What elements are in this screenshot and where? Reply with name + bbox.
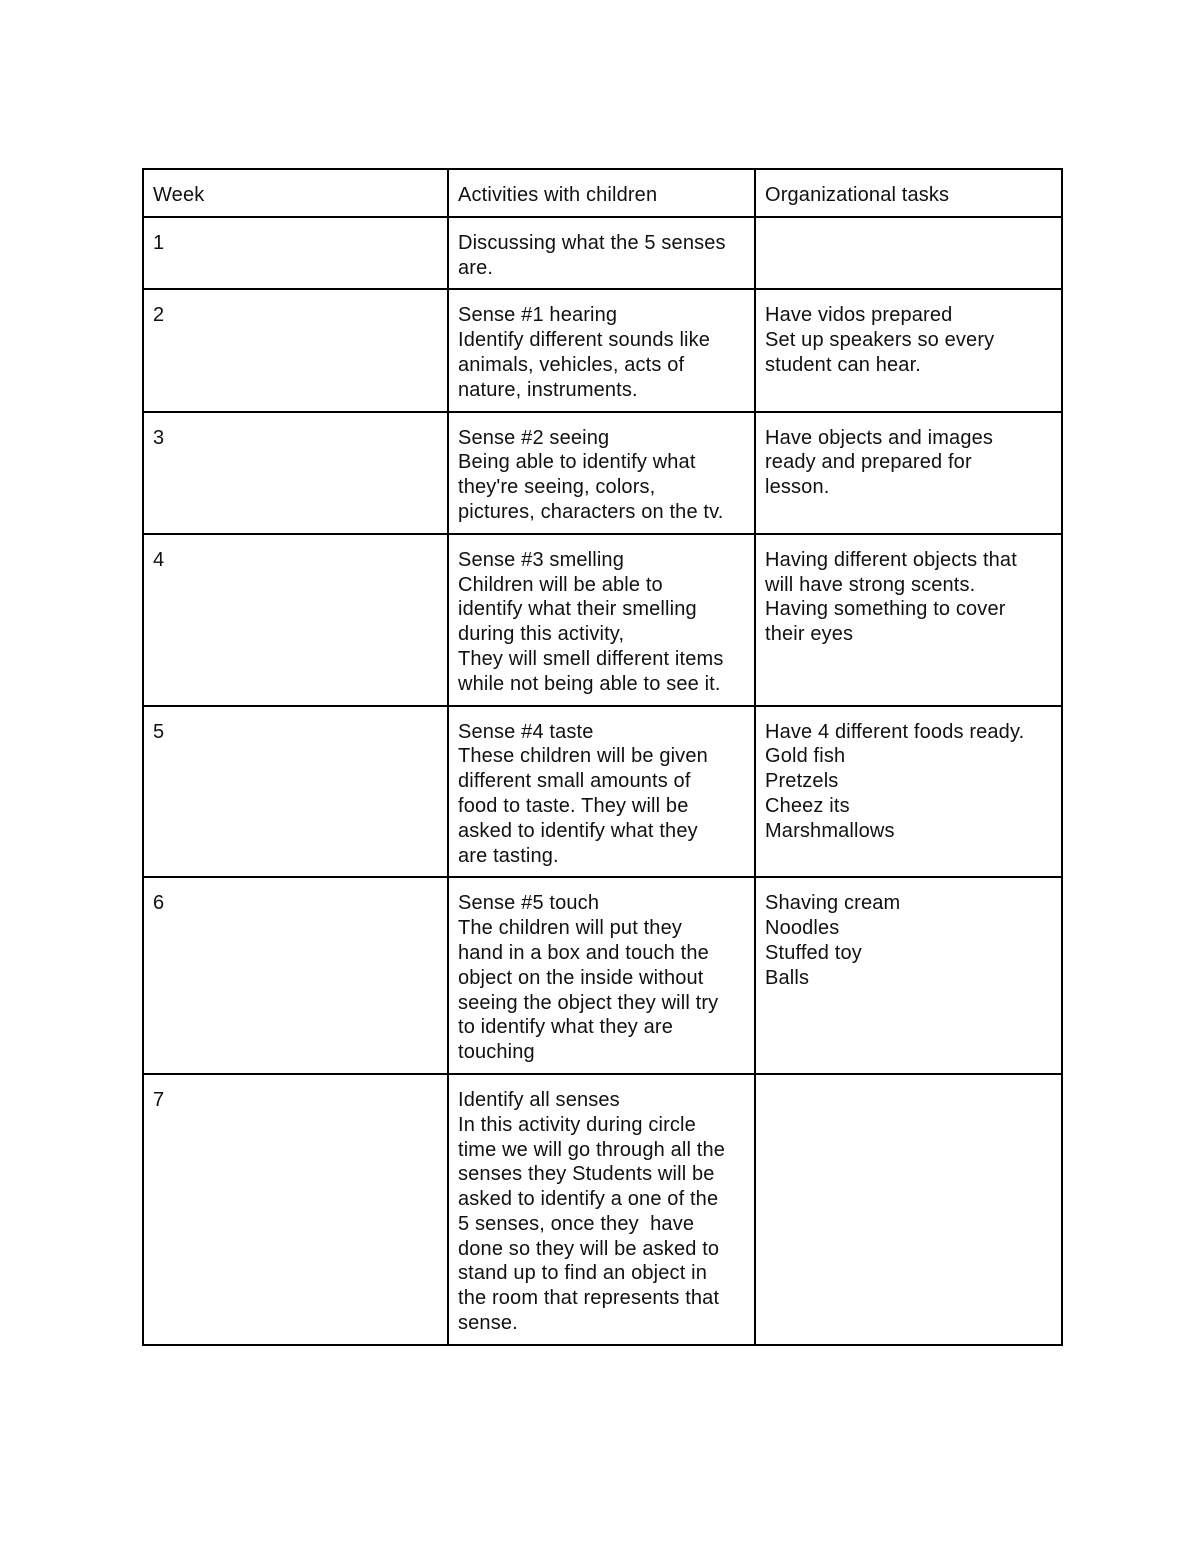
activity-line: are. (458, 256, 494, 279)
tasks-cell (755, 217, 1062, 290)
task-line: Marshmallows (765, 819, 895, 842)
activity-line: done so they will be asked to (458, 1237, 720, 1260)
activities-cell (448, 534, 755, 706)
activity-line: food to taste. They will be (458, 794, 689, 817)
activity-line: hand in a box and touch the (458, 941, 709, 964)
week-cell: 3 (143, 412, 448, 534)
activity-line: the room that represents that (458, 1287, 720, 1310)
activities-cell (448, 289, 755, 411)
activities-cell (448, 706, 755, 878)
header-activities: Activities with children (448, 169, 755, 217)
week-cell: 1 (143, 217, 448, 290)
activity-line: senses they Students will be (458, 1163, 715, 1186)
activities-cell (448, 412, 755, 534)
task-line: Have vidos prepared (765, 304, 953, 327)
activity-line: identify what their smelling (458, 598, 697, 621)
table-body (143, 169, 1062, 1345)
week-cell: 7 (143, 1074, 448, 1345)
task-line: Having something to cover (765, 598, 1006, 621)
week-cell: 2 (143, 289, 448, 411)
activities-cell (448, 217, 755, 290)
table-row (143, 412, 1062, 534)
activity-line: time we will go through all the (458, 1138, 726, 1161)
activity-line: Discussing what the 5 senses (458, 231, 726, 254)
activity-line: Sense #3 smelling (458, 548, 624, 571)
lesson-plan-table (142, 168, 1063, 1346)
activity-line: to identify what they are (458, 1016, 673, 1039)
activity-line: Being able to identify what (458, 451, 696, 474)
header-tasks: Organizational tasks (755, 169, 1062, 217)
activity-line: during this activity, (458, 623, 625, 646)
tasks-cell (755, 1074, 1062, 1345)
task-line: Having different objects that (765, 548, 1017, 571)
activities-cell (448, 1074, 755, 1345)
table-header-row (143, 169, 1062, 217)
header-week: Week (143, 169, 448, 217)
activity-line: while not being able to see it. (458, 672, 721, 695)
task-line: Cheez its (765, 794, 850, 817)
table-row (143, 289, 1062, 411)
activity-line: sense. (458, 1312, 518, 1335)
task-line: will have strong scents. (765, 573, 976, 596)
activity-line: asked to identify what they (458, 819, 698, 842)
activity-line: nature, instruments. (458, 378, 638, 401)
tasks-cell (755, 877, 1062, 1074)
task-line: Have 4 different foods ready. (765, 720, 1025, 743)
activity-line: Identify different sounds like (458, 329, 711, 352)
task-line: student can hear. (765, 353, 921, 376)
table-row (143, 706, 1062, 878)
activity-line: object on the inside without (458, 966, 704, 989)
task-line: Shaving cream (765, 892, 901, 915)
activity-line: Identify all senses (458, 1088, 620, 1111)
activity-line: Children will be able to (458, 573, 663, 596)
activity-line: In this activity during circle (458, 1113, 696, 1136)
task-line: Set up speakers so every (765, 329, 995, 352)
task-line: their eyes (765, 623, 854, 646)
task-line: Stuffed toy (765, 941, 862, 964)
week-cell: 4 (143, 534, 448, 706)
week-cell: 5 (143, 706, 448, 878)
tasks-cell (755, 412, 1062, 534)
activity-line: These children will be given (458, 745, 708, 768)
task-line: Balls (765, 966, 810, 989)
activity-line: Sense #1 hearing (458, 304, 618, 327)
task-line: ready and prepared for (765, 451, 972, 474)
activity-line: they're seeing, colors, (458, 476, 656, 499)
activity-line: pictures, characters on the tv. (458, 500, 724, 523)
table-row (143, 217, 1062, 290)
table-row (143, 534, 1062, 706)
task-line: Gold fish (765, 745, 846, 768)
task-line: Noodles (765, 917, 840, 940)
activity-line: seeing the object they will try (458, 991, 719, 1014)
task-line: Pretzels (765, 770, 839, 793)
activity-line: animals, vehicles, acts of (458, 353, 685, 376)
tasks-cell (755, 289, 1062, 411)
task-line: lesson. (765, 476, 830, 499)
activity-line: touching (458, 1041, 535, 1064)
activity-line: are tasting. (458, 844, 559, 867)
activity-line: Sense #5 touch (458, 892, 600, 915)
table-row (143, 877, 1062, 1074)
activity-line: The children will put they (458, 917, 683, 940)
activity-line: They will smell different items (458, 647, 724, 670)
activity-line: Sense #2 seeing (458, 426, 610, 449)
activities-cell (448, 877, 755, 1074)
task-line: Have objects and images (765, 426, 994, 449)
activity-line: Sense #4 taste (458, 720, 594, 743)
table-row (143, 1074, 1062, 1345)
activity-line: stand up to find an object in (458, 1262, 707, 1285)
activity-line: asked to identify a one of the (458, 1188, 719, 1211)
tasks-cell (755, 706, 1062, 878)
week-cell: 6 (143, 877, 448, 1074)
activity-line: 5 senses, once they have (458, 1212, 695, 1235)
activity-line: different small amounts of (458, 770, 691, 793)
tasks-cell (755, 534, 1062, 706)
